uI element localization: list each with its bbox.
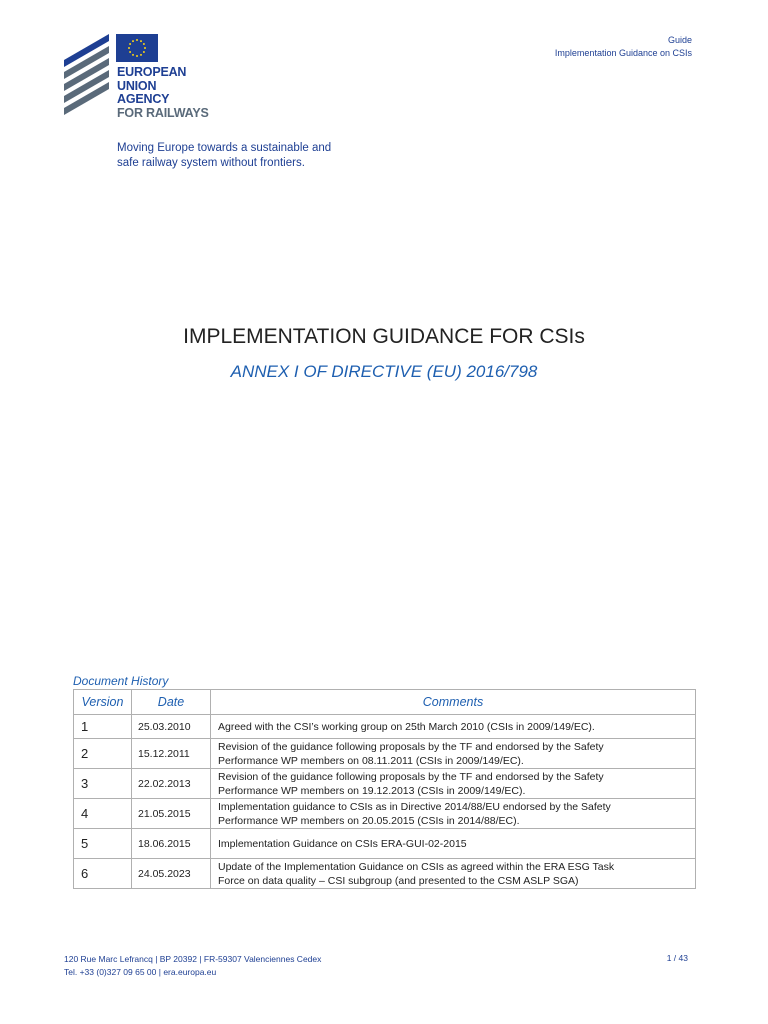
table-row: [74, 859, 696, 889]
version-cell: 5: [74, 829, 132, 859]
column-header-comments: Comments: [211, 690, 696, 715]
eu-flag-icon: [116, 34, 158, 62]
version-cell: 3: [74, 769, 132, 799]
date-cell: 22.02.2013: [132, 769, 211, 799]
table-row: [74, 799, 696, 829]
table-row: [74, 769, 696, 799]
date-cell: 18.06.2015: [132, 829, 211, 859]
page-number: 1 / 43: [666, 953, 688, 963]
document-name: Implementation Guidance on CSIs: [554, 48, 692, 58]
date-cell: 15.12.2011: [132, 739, 211, 769]
document-title: IMPLEMENTATION GUIDANCE FOR CSIs: [183, 325, 585, 348]
column-header-version: Version: [74, 690, 132, 715]
comment-line: Update of the Implementation Guidance on CSIs as agreed within the ERA ESG Task: [218, 860, 615, 873]
document-header: [555, 34, 692, 60]
date-cell: 25.03.2010: [132, 715, 211, 739]
slogan-line: Moving Europe towards a sustainable and: [117, 142, 332, 154]
comment-line: Implementation Guidance on CSIs ERA-GUI-02-2015: [218, 837, 467, 850]
comment-line: Revision of the guidance following proposals by the TF and endorsed by the Safety: [218, 740, 604, 753]
comment-line: Performance WP members on 19.12.2013 (CSIs in 2009/149/EC).: [218, 784, 526, 797]
agency-logo: [64, 32, 264, 122]
document-type: Guide: [667, 35, 692, 45]
comment-cell: [211, 859, 696, 889]
comment-cell: [211, 715, 696, 739]
comment-cell: [211, 829, 696, 859]
version-cell: 2: [74, 739, 132, 769]
comment-cell: [211, 769, 696, 799]
agency-name-line: EUROPEAN: [117, 65, 187, 79]
date-cell: 24.05.2023: [132, 859, 211, 889]
document-subtitle: ANNEX I OF DIRECTIVE (EU) 2016/798: [230, 362, 538, 381]
agency-name-line: FOR RAILWAYS: [117, 105, 209, 120]
table-row: [74, 715, 696, 739]
comment-line: Agreed with the CSI’s working group on 25th March 2010 (CSIs in 2009/149/EC).: [218, 720, 595, 733]
footer-contact: Tel. +33 (0)327 09 65 00 | era.europa.eu: [64, 966, 217, 977]
railway-stripes-icon: [64, 32, 112, 118]
footer-contact-block: [64, 953, 321, 978]
agency-name: [117, 66, 209, 120]
comment-cell: [211, 799, 696, 829]
document-history-table: [73, 689, 696, 889]
version-cell: 1: [74, 715, 132, 739]
comment-cell: [211, 739, 696, 769]
table-row: [74, 739, 696, 769]
table-row: [74, 829, 696, 859]
comment-line: Implementation guidance to CSIs as in Directive 2014/88/EU endorsed by the Safety: [218, 800, 611, 813]
document-history-label: Document History: [73, 674, 169, 688]
column-header-date: Date: [132, 690, 211, 715]
comment-line: Revision of the guidance following proposals by the TF and endorsed by the Safety: [218, 770, 604, 783]
comment-line: Force on data quality – CSI subgroup (and presented to the CSM ASLP SGA): [218, 874, 579, 887]
footer-address: 120 Rue Marc Lefrancq | BP 20392 | FR-59307 Valenciennes Cedex: [64, 954, 322, 964]
version-cell: 6: [74, 859, 132, 889]
comment-line: Performance WP members on 20.05.2015 (CSIs in 2014/88/EC).: [218, 814, 520, 827]
agency-name-line: UNION: [117, 78, 157, 93]
slogan: [117, 141, 331, 171]
slogan-line: safe railway system without frontiers.: [117, 157, 305, 169]
comment-line: Performance WP members on 08.11.2011 (CSIs in 2009/149/EC).: [218, 754, 524, 767]
date-cell: 21.05.2015: [132, 799, 211, 829]
version-cell: 4: [74, 799, 132, 829]
agency-name-line: AGENCY: [117, 92, 170, 106]
table-header-row: [74, 690, 696, 715]
